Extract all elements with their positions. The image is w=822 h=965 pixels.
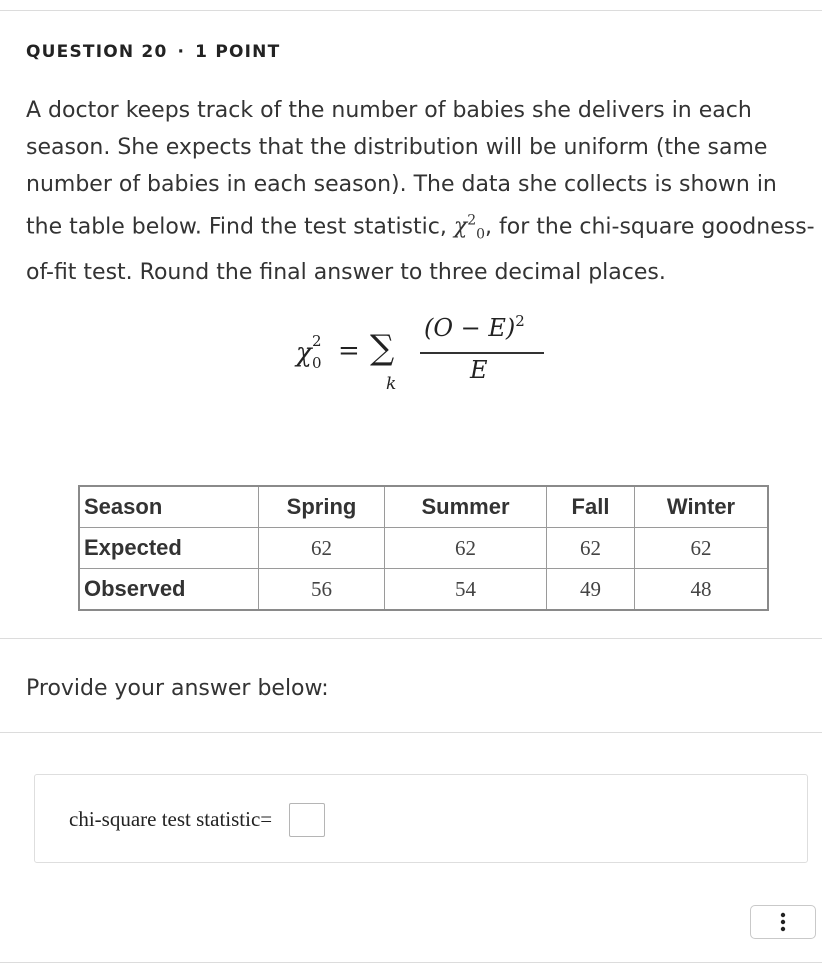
table-cell: 62 <box>259 528 385 569</box>
question-prompt <box>26 92 816 291</box>
data-table <box>78 485 769 611</box>
formula-equals: = <box>338 336 360 366</box>
table-row-label: Expected <box>79 528 259 569</box>
prompt-text-2: , for the chi-square goodness-of-fit test. Round the final answer to three decimal places. <box>26 214 815 285</box>
question-points: 1 POINT <box>195 42 281 62</box>
inline-chi-sup: 2 <box>467 213 477 229</box>
table-header-cell: Fall <box>547 486 635 528</box>
table-cell: 49 <box>547 569 635 611</box>
table-cell: 62 <box>547 528 635 569</box>
inline-chi-symbol <box>453 213 486 243</box>
table-header-cell: Summer <box>385 486 547 528</box>
table-cell: 54 <box>385 569 547 611</box>
more-options-button[interactable] <box>750 905 816 939</box>
inline-chi: χ <box>453 214 468 240</box>
question-number: QUESTION 20 <box>26 42 168 62</box>
table-header-cell: Spring <box>259 486 385 528</box>
more-vertical-icon <box>780 912 786 932</box>
table-cell: 62 <box>635 528 769 569</box>
table-cell: 62 <box>385 528 547 569</box>
table-header-season: Season <box>79 486 259 528</box>
formula-chi-letter: χ <box>296 338 312 368</box>
section-divider <box>0 732 822 733</box>
table-row <box>79 569 768 611</box>
formula-fraction-bar <box>420 352 544 354</box>
table-cell: 48 <box>635 569 769 611</box>
formula-index: k <box>386 374 397 394</box>
table-cell: 56 <box>259 569 385 611</box>
formula-numerator-text: (O − E) <box>424 314 516 342</box>
answer-box <box>34 774 808 863</box>
formula-chi-sub: 0 <box>312 354 322 372</box>
formula-chi <box>296 332 322 372</box>
table-header-cell: Winter <box>635 486 769 528</box>
table-row-label: Observed <box>79 569 259 611</box>
question-header <box>26 42 280 62</box>
header-separator: · <box>177 42 186 62</box>
table-header-row <box>79 486 768 528</box>
table-row <box>79 528 768 569</box>
formula-chi-sup: 2 <box>312 332 322 350</box>
answer-section-title: Provide your answer below: <box>26 676 329 701</box>
formula-denominator: E <box>470 356 488 384</box>
inline-chi-sub: 0 <box>476 226 486 243</box>
section-divider <box>0 638 822 639</box>
chi-square-answer-input[interactable] <box>289 803 325 837</box>
answer-field-label: chi-square test statistic= <box>69 807 273 831</box>
formula-numerator-power: 2 <box>515 312 525 330</box>
chi-square-formula <box>296 312 556 406</box>
formula-sigma: ∑ <box>370 328 395 368</box>
formula-numerator <box>424 312 525 342</box>
prompt-text-1: A doctor keeps track of the number of babies she delivers in each season. She expects that the distribution will be uniform (the same number of babies in each season). The data she collects is shown in the table below. Find the test statistic, <box>26 98 777 240</box>
